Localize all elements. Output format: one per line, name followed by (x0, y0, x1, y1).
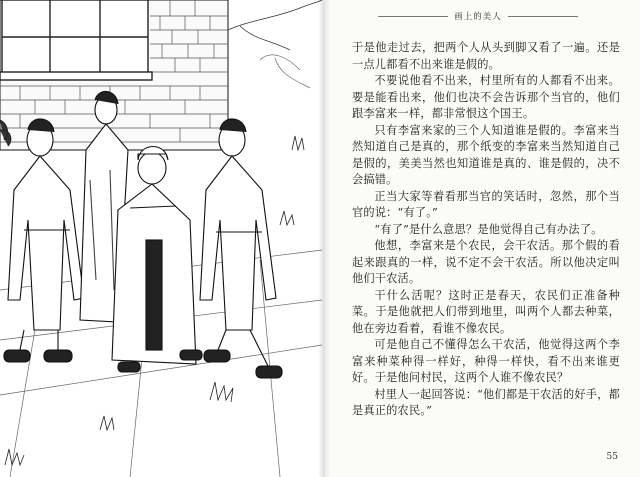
paragraph: 于是他走过去，把两个人从头到脚又看了一遍。还是一点儿都看不出来谁是假的。 (352, 41, 620, 71)
paragraph: 不要说他看不出来，村里所有的人都看不出来。要是能看出来，他们也决不会告诉那个当官的，他们跟李富来一样，都非常恨这个国王。 (352, 74, 620, 120)
paragraph: 村里人一起回答说：“他们都是干农活的好手，都是真正的农民。” (352, 387, 620, 417)
running-head-rule-left (378, 16, 448, 17)
page-number: 55 (606, 452, 618, 462)
running-head-rule-right (508, 16, 578, 17)
paragraph: “有了”是什么意思？是他觉得自己有办法了。 (374, 222, 603, 236)
paragraph: 只有李富来家的三个人知道谁是假的。李富来当然知道自己是真的，那个纸变的李富来当然知道自己是假的，美美当然也知道谁是真的、谁是假的，决不会搞错。 (352, 123, 620, 186)
paragraph: 可是他自己不懂得怎么干农活，他觉得这两个李富来种菜种得一样好，种得一样快，看不出来谁更好。于是他问村民，这两个人谁不像农民？ (352, 338, 620, 384)
paragraph: 正当大家等着看那当官的笑话时，忽然，那个当官的说：“有了。” (352, 189, 620, 219)
paragraph: 干什么活呢？这时正是春天，农民们正准备种菜。于是他就把人们带到地里，叫两个人都去种菜，他在旁边看着，看谁不像农民。 (352, 288, 620, 335)
paragraph: 他想，李富来是个农民，会干农活。那个假的看起来跟真的一样，说不定不会干农活。所以他决定叫他们干农活。 (352, 239, 620, 285)
running-head (330, 10, 626, 22)
running-head-title: 画上的美人 (454, 12, 502, 22)
body-text (352, 40, 620, 420)
text-page (330, 0, 640, 477)
window (0, 0, 152, 80)
